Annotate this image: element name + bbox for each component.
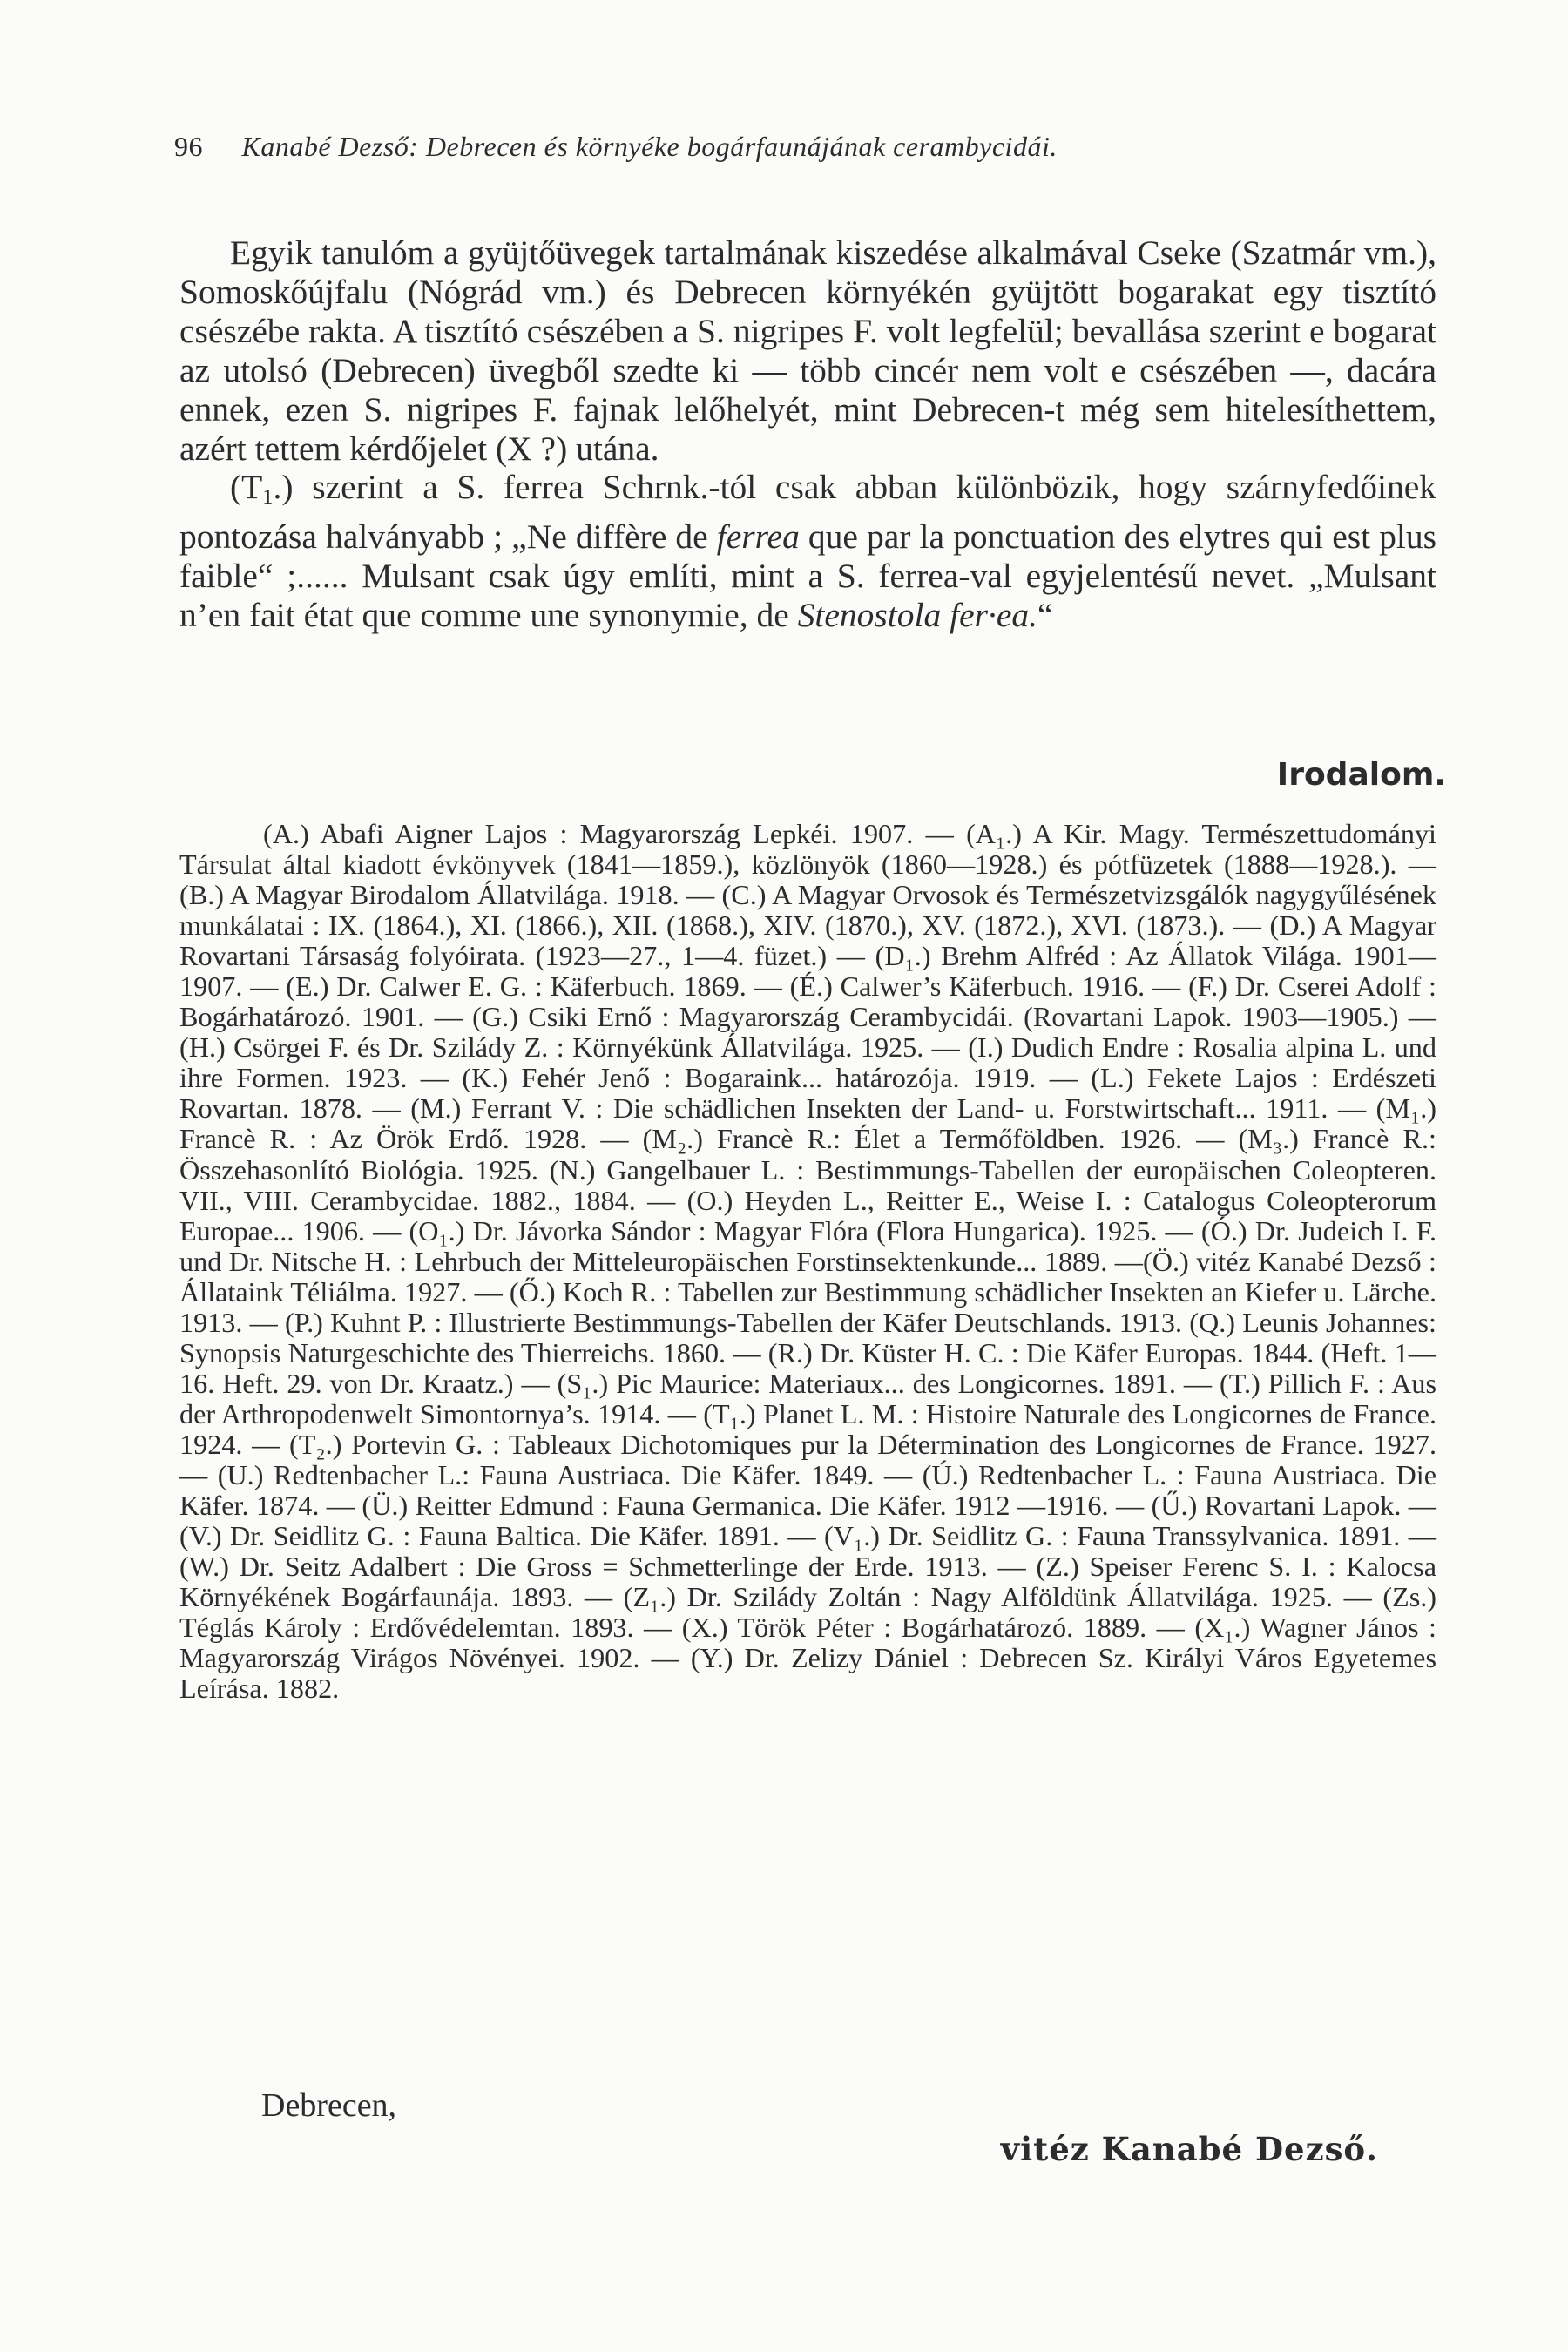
author-signature: vitéz Kanabé Dezső.	[1000, 2130, 1378, 2168]
main-text	[179, 233, 1436, 635]
para2-prefix: (T	[230, 468, 263, 507]
references-list: (A.) Abafi Aigner Lajos : Magyarország Lepkéi. 1907. — (A₁.) A Kir. Magy. Természettudományi Társulat által kiadott évkönyvek (1841—1859.), közlönyök (1860—1928.) és pótfüzetek (1888—1928.). — (B.) A Magyar Birodalom Állatvilága. 1918. — (C.) A Magyar Orvosok és Természetvizsgálók nagygyűlésének munkálatai : IX. (1864.), XI. (1866.), XII. (1868.), XIV. (1870.), XV. (1872.), XVI. (1873.). — (D.) A Magyar Rovartani Társaság folyóirata. (1923—27., 1—4. füzet.) — (D₁.) Brehm Alfréd : Az Állatok Világa. 1901—1907. — (E.) Dr. Calwer E. G. : Käferbuch. 1869. — (É.) Calwer’s Käferbuch. 1916. — (F.) Dr. Cserei Adolf : Bogárhatározó. 1901. — (G.) Csiki Ernő : Magyarország Cerambycidái. (Rovartani Lapok. 1903—1905.) — (H.) Csörgei F. és Dr. Szilády Z. : Környékünk Állatvilága. 1925. — (I.) Dudich Endre : Rosalia alpina L. und ihre Formen. 1923. — (K.) Fehér Jenő : Bogaraink... határozója. 1919. — (L.) Fekete Lajos : Erdészeti Rovartan. 1878. — (M.) Ferrant V. : Die schädlichen Insekten der Land- u. Forstwirtschaft... 1911. — (M₁.) Francè R. : Az Örök Erdő. 1928. — (M₂.) Francè R.: Élet a Termőföldben. 1926. — (M₃.) Francè R.: Összehasonlító Biológia. 1925. (N.) Gangelbauer L. : Bestimmungs-Tabellen der europäischen Coleopteren. VII., VIII. Cerambycidae. 1882., 1884. — (O.) Heyden L., Reitter E., Weise I. : Catalogus Coleopterorum Europae... 1906. — (O₁.) Dr. Jávorka Sándor : Magyar Flóra (Flora Hungarica). 1925. — (Ó.) Dr. Judeich I. F. und Dr. Nitsche H. : Lehrbuch der Mitteleuropäischen Forstinsektenkunde... 1889. —(Ö.) vitéz Kanabé Dezső : Állataink Téliálma. 1927. — (Ő.) Koch R. : Tabellen zur Bestimmung schädlicher Insekten an Kiefer u. Lärche. 1913. — (P.) Kuhnt P. : Illustrierte Bestimmungs-Tabellen der Käfer Deutschlands. 1913. (Q.) Leunis Johannes: Synopsis Naturgeschichte des Thierreichs. 1860. — (R.) Dr. Küster H. C. : Die Käfer Europas. 1844. (Heft. 1—16. Heft. 29. von Dr. Kraatz.) — (S₁.) Pic Maurice: Materiaux... des Longicornes. 1891. — (T.) Pillich F. : Aus der Arthropodenwelt Simontornya’s. 1914. — (T₁.) Planet L. M. : Histoire Naturale des Longicornes de France. 1924. — (T₂.) Portevin G. : Tableaux Dichotomiques pur la Détermination des Longicornes de France. 1927. — (U.) Redtenbacher L.: Fauna Austriaca. Die Käfer. 1849. — (Ú.) Redtenbacher L. : Fauna Austriaca. Die Käfer. 1874. — (Ü.) Reitter Edmund : Fauna Germanica. Die Käfer. 1912 —1916. — (Ű.) Rovartani Lapok. — (V.) Dr. Seidlitz G. : Fauna Baltica. Die Käfer. 1891. — (V₁.) Dr. Seidlitz G. : Fauna Transsylvanica. 1891. — (W.) Dr. Seitz Adalbert : Die Gross = Schmetterlinge der Erde. 1913. — (Z.) Speiser Ferenc S. I. : Kalocsa Környékének Bogárfaunája. 1893. — (Z₁.) Dr. Szilády Zoltán : Nagy Alföldünk Állatvilága. 1925. — (Zs.) Téglás Károly : Erdővédelemtan. 1893. — (X.) Török Péter : Bogárhatározó. 1889. — (X₁.) Wagner János : Magyarország Virágos Növényei. 1902. — (Y.) Dr. Zelizy Dániel : Debrecen Sz. Királyi Város Egyetemes Leírása. 1882.	[179, 818, 1436, 1705]
para2-text: .) szerint a S. ferrea Schrnk.-tól csak abban különbözik, hogy szárnyfedőinek pontozása halványabb ; „Ne diffère de	[179, 468, 1436, 557]
para2-text2: que par la ponctuation des elytres qui est plus faible“ ;...... Mulsant csak úgy említi, mint a S. ferrea-val egyjelentésű nevet. „Mulsant n’en fait état que comme une synonymie, de	[179, 517, 1436, 635]
running-title: Kanabé Dezső: Debrecen és környéke bogárfaunájának cerambycidái.	[241, 131, 1058, 162]
paragraph-2	[179, 468, 1436, 635]
section-title: Irodalom.	[1276, 757, 1446, 793]
paragraph-1: Egyik tanulóm a gyüjtőüvegek tartalmának kiszedése alkalmával Cseke (Szatmár vm.), Somoskőújfalu (Nógrád vm.) és Debrecen környékén gyüjtött bogarakat egy tisztító csészébe rakta. A tisztító csészében a S. nigripes F. volt legfelül; bevallása szerint e bogarat az utolsó (Debrecen) üvegből szedte ki — több cincér nem volt e csészében —, dacára ennek, ezen S. nigripes F. fajnak lelőhelyét, mint Debrecen-t még sem hitelesíthettem, azért tettem kérdőjelet (X ?) utána.	[179, 233, 1436, 468]
para2-italic-stenostola: Stenostola fer·ea.	[797, 596, 1038, 635]
para2-end: “	[1037, 596, 1053, 635]
para2-subscript: 1	[262, 485, 274, 510]
page-number: 96	[174, 131, 203, 162]
para2-italic-ferrea: ferrea	[716, 517, 800, 557]
page-header	[174, 131, 1429, 163]
place-line: Debrecen,	[261, 2087, 397, 2124]
